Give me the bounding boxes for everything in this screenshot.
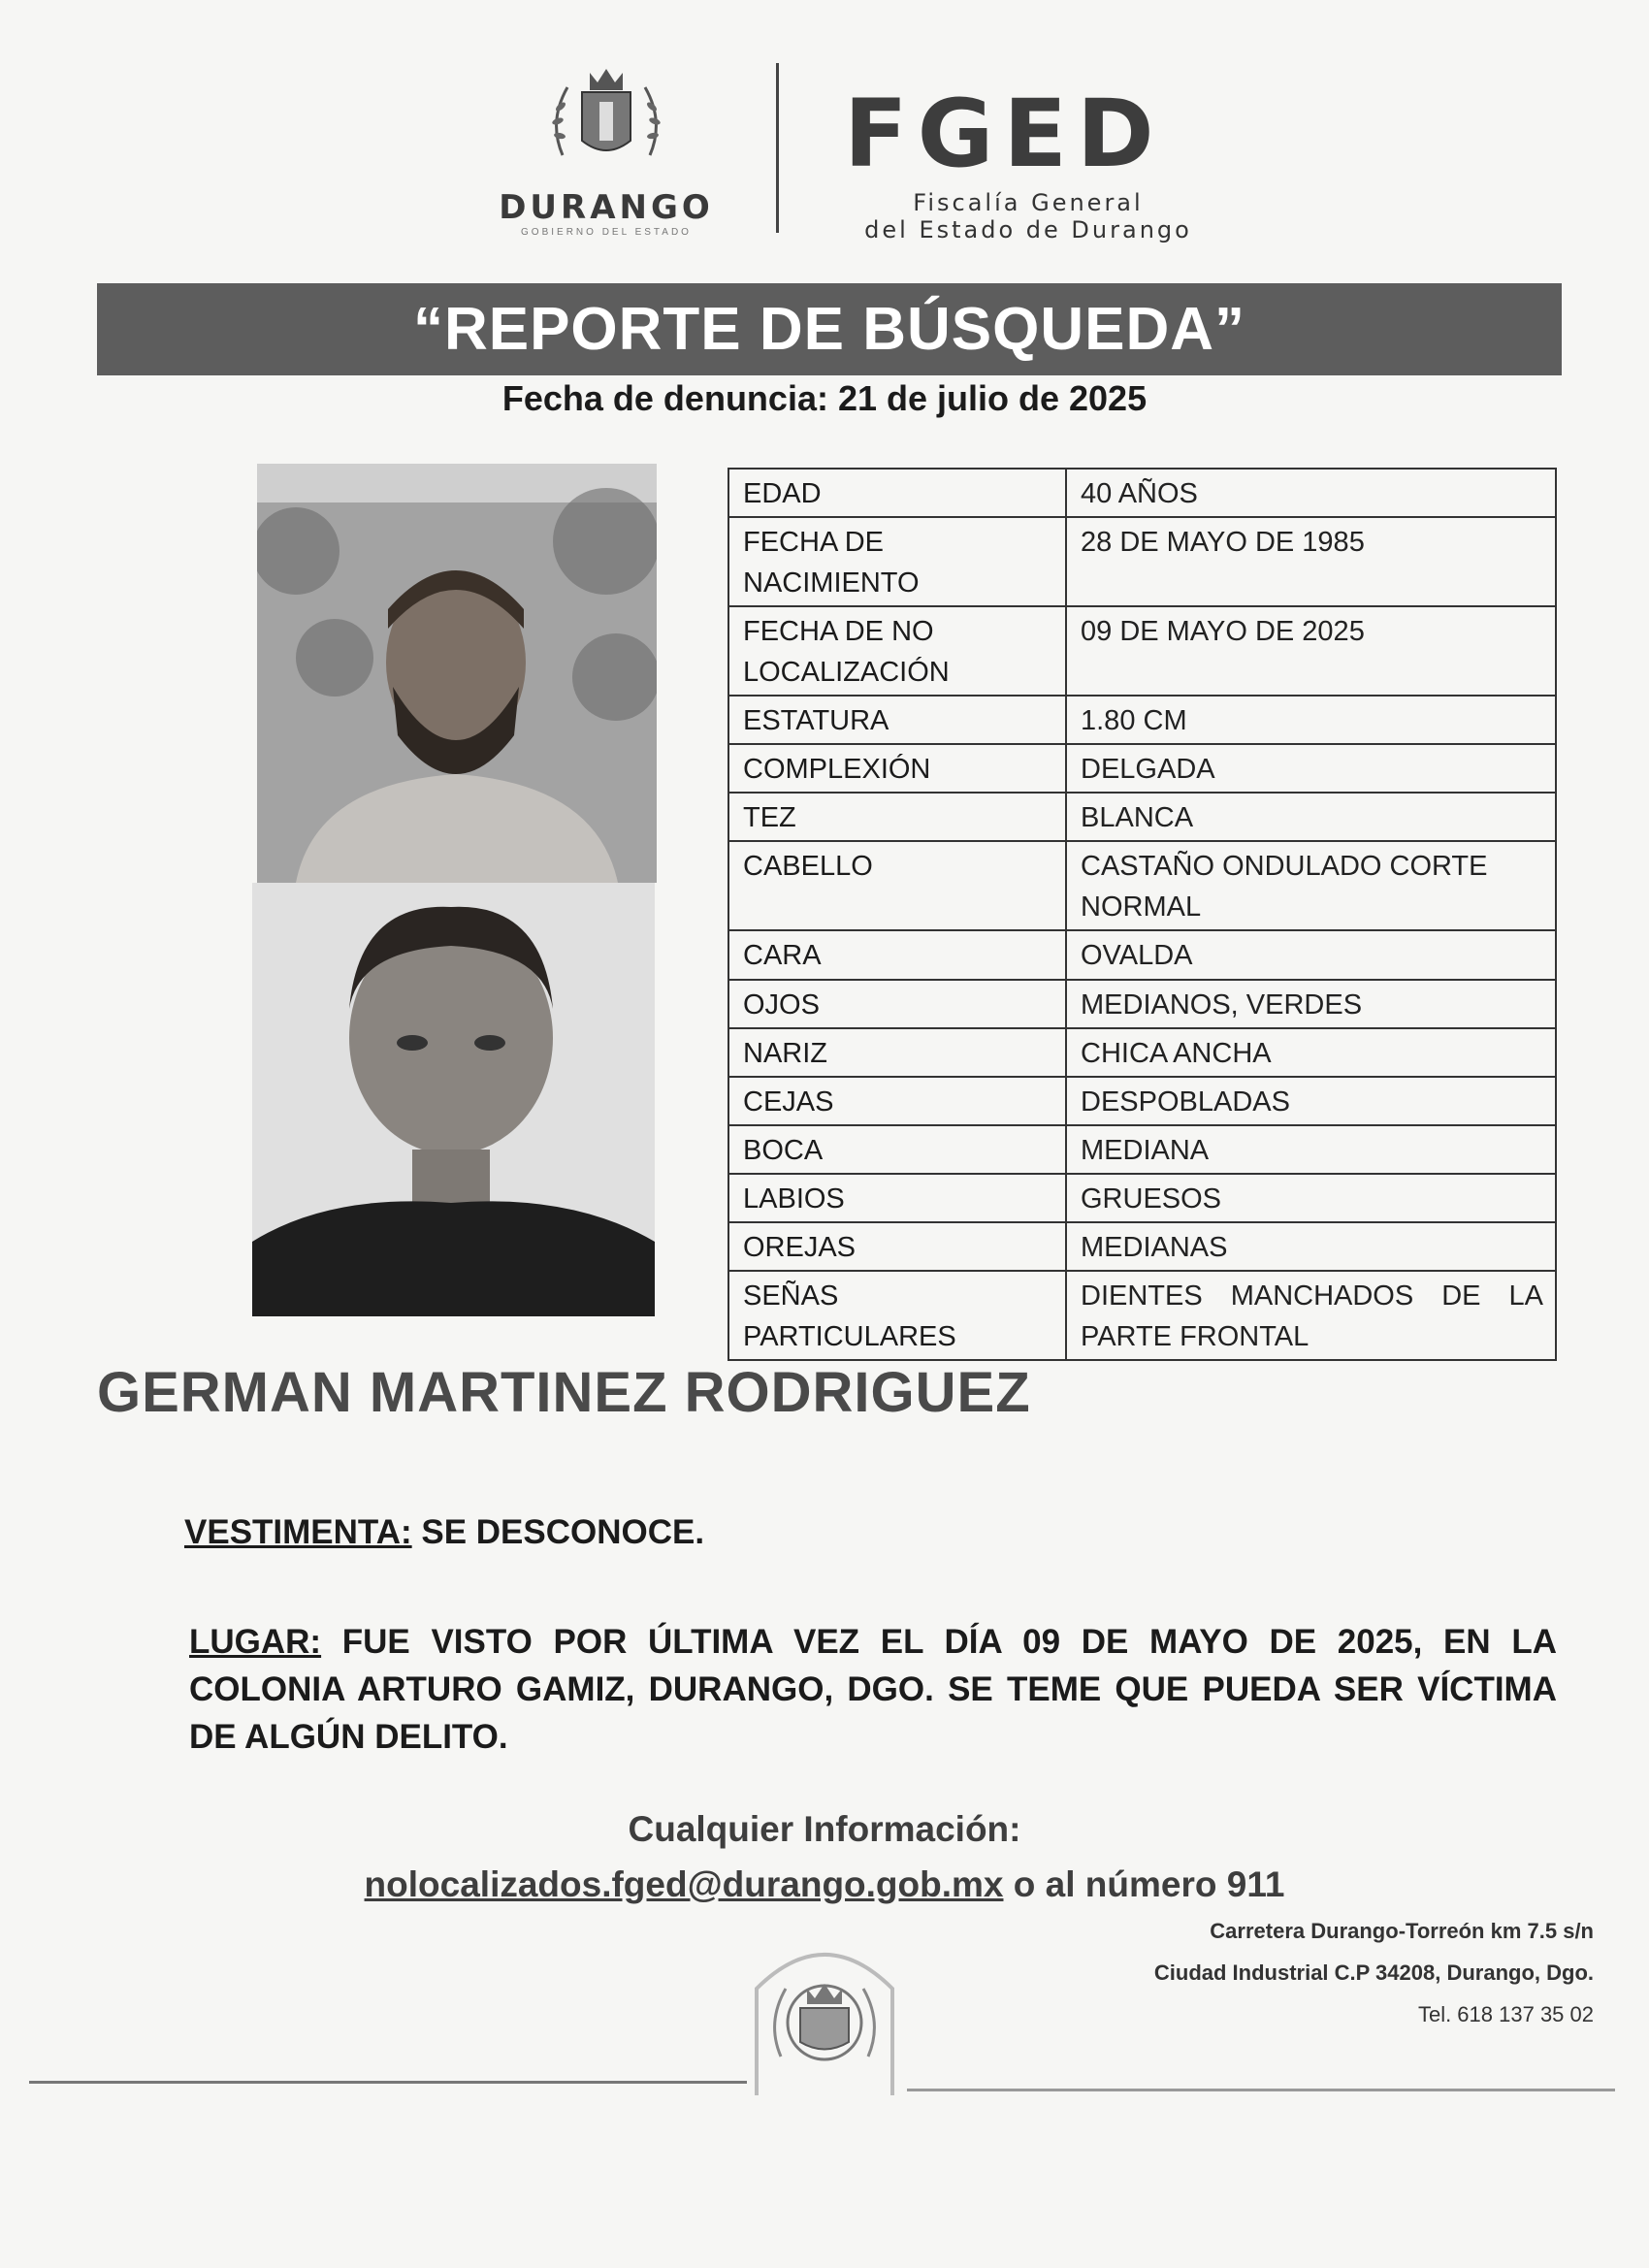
office-address: [1154, 1911, 1594, 2036]
detail-value: CASTAÑO ONDULADO CORTE NORMAL: [1066, 841, 1556, 930]
detail-label: ESTATURA: [728, 696, 1066, 744]
header-divider: [776, 63, 779, 233]
footer-rule-right: [907, 2089, 1615, 2091]
report-date: Fecha de denuncia: 21 de julio de 2025: [501, 378, 1148, 418]
detail-label: NARIZ: [728, 1028, 1066, 1077]
clothing-section: [184, 1513, 704, 1552]
table-row: [728, 1271, 1556, 1360]
detail-value: BLANCA: [1066, 793, 1556, 841]
detail-label: CEJAS: [728, 1077, 1066, 1125]
table-row: [728, 841, 1556, 930]
detail-label: CARA: [728, 930, 1066, 979]
address-phone: Tel. 618 137 35 02: [1417, 2001, 1594, 2026]
place-label: LUGAR:: [189, 1623, 322, 1661]
table-row: [728, 980, 1556, 1028]
durango-subtitle: GOBIERNO DEL ESTADO: [521, 227, 692, 238]
detail-value: OVALDA: [1066, 930, 1556, 979]
person-photo-1-image: [257, 464, 657, 883]
contact-email-link[interactable]: nolocalizados.fged@durango.gob.mx: [364, 1864, 1004, 1904]
missing-person-name: GERMAN MARTINEZ RODRIGUEZ: [97, 1361, 1031, 1424]
contact-phone-text: o al número 911: [1003, 1864, 1285, 1904]
person-photo-2-image: [252, 883, 655, 1316]
detail-label: OJOS: [728, 980, 1066, 1028]
fged-acronym: FGED: [844, 80, 1164, 188]
detail-value: DIENTES MANCHADOS DE LA PARTE FRONTAL: [1066, 1271, 1556, 1360]
detail-label: TEZ: [728, 793, 1066, 841]
address-line2: Ciudad Industrial C.P 34208, Durango, Dgo.: [1153, 1960, 1594, 1985]
detail-label: SEÑAS PARTICULARES: [728, 1271, 1066, 1360]
detail-label: LABIOS: [728, 1174, 1066, 1222]
footer-rule-left: [29, 2081, 747, 2084]
detail-value: 09 DE MAYO DE 2025: [1066, 606, 1556, 696]
table-row: [728, 696, 1556, 744]
detail-value: MEDIANA: [1066, 1125, 1556, 1174]
detail-value: 28 DE MAYO DE 1985: [1066, 517, 1556, 606]
report-title: “REPORTE DE BÚSQUEDA”: [412, 296, 1246, 363]
table-row: [728, 606, 1556, 696]
detail-label: OREJAS: [728, 1222, 1066, 1271]
clothing-label: VESTIMENTA:: [184, 1513, 412, 1551]
detail-label: CABELLO: [728, 841, 1066, 930]
detail-value: GRUESOS: [1066, 1174, 1556, 1222]
detail-value: CHICA ANCHA: [1066, 1028, 1556, 1077]
contact-line: [0, 1864, 1649, 1905]
table-row: [728, 1028, 1556, 1077]
place-value: FUE VISTO POR ÚLTIMA VEZ EL DÍA 09 DE MAYO DE 2025, EN LA COLONIA ARTURO GAMIZ, DURANGO, DGO. SE TEME QUE PUEDA SER VÍCTIMA DE ALGÚN DELITO.: [189, 1623, 1557, 1756]
detail-value: MEDIANOS, VERDES: [1066, 980, 1556, 1028]
detail-label: COMPLEXIÓN: [728, 744, 1066, 793]
table-row: [728, 1222, 1556, 1271]
durango-seal-icon: [737, 1930, 912, 2095]
detail-value: MEDIANAS: [1066, 1222, 1556, 1271]
place-section: [189, 1618, 1557, 1761]
detail-label: BOCA: [728, 1125, 1066, 1174]
fged-line2: del Estado de Durango: [864, 215, 1192, 243]
table-row: [728, 1077, 1556, 1125]
clothing-value: SE DESCONOCE.: [411, 1513, 705, 1551]
detail-value: DELGADA: [1066, 744, 1556, 793]
detail-value: 40 AÑOS: [1066, 469, 1556, 517]
address-line1: Carretera Durango-Torreón km 7.5 s/n: [1210, 1919, 1594, 1943]
table-row: [728, 1174, 1556, 1222]
person-details-table: [728, 468, 1557, 1361]
fged-logo: [844, 80, 1212, 243]
person-photo-1: [257, 464, 657, 883]
report-title-bar: [97, 283, 1562, 375]
table-row: [728, 517, 1556, 606]
table-row: [728, 744, 1556, 793]
table-row: [728, 930, 1556, 979]
table-row: [728, 1125, 1556, 1174]
detail-label: FECHA DE NACIMIENTO: [728, 517, 1066, 606]
contact-title: Cualquier Información:: [628, 1809, 1021, 1849]
durango-crest-icon: [543, 63, 669, 179]
detail-label: FECHA DE NO LOCALIZACIÓN: [728, 606, 1066, 696]
durango-government-logo: [456, 63, 757, 243]
table-row: [728, 469, 1556, 517]
detail-value: 1.80 CM: [1066, 696, 1556, 744]
table-row: [728, 793, 1556, 841]
durango-wordmark: DURANGO: [499, 188, 714, 227]
person-photo-2: [252, 883, 655, 1316]
detail-label: EDAD: [728, 469, 1066, 517]
fged-line1: Fiscalía General: [913, 189, 1144, 216]
detail-value: DESPOBLADAS: [1066, 1077, 1556, 1125]
